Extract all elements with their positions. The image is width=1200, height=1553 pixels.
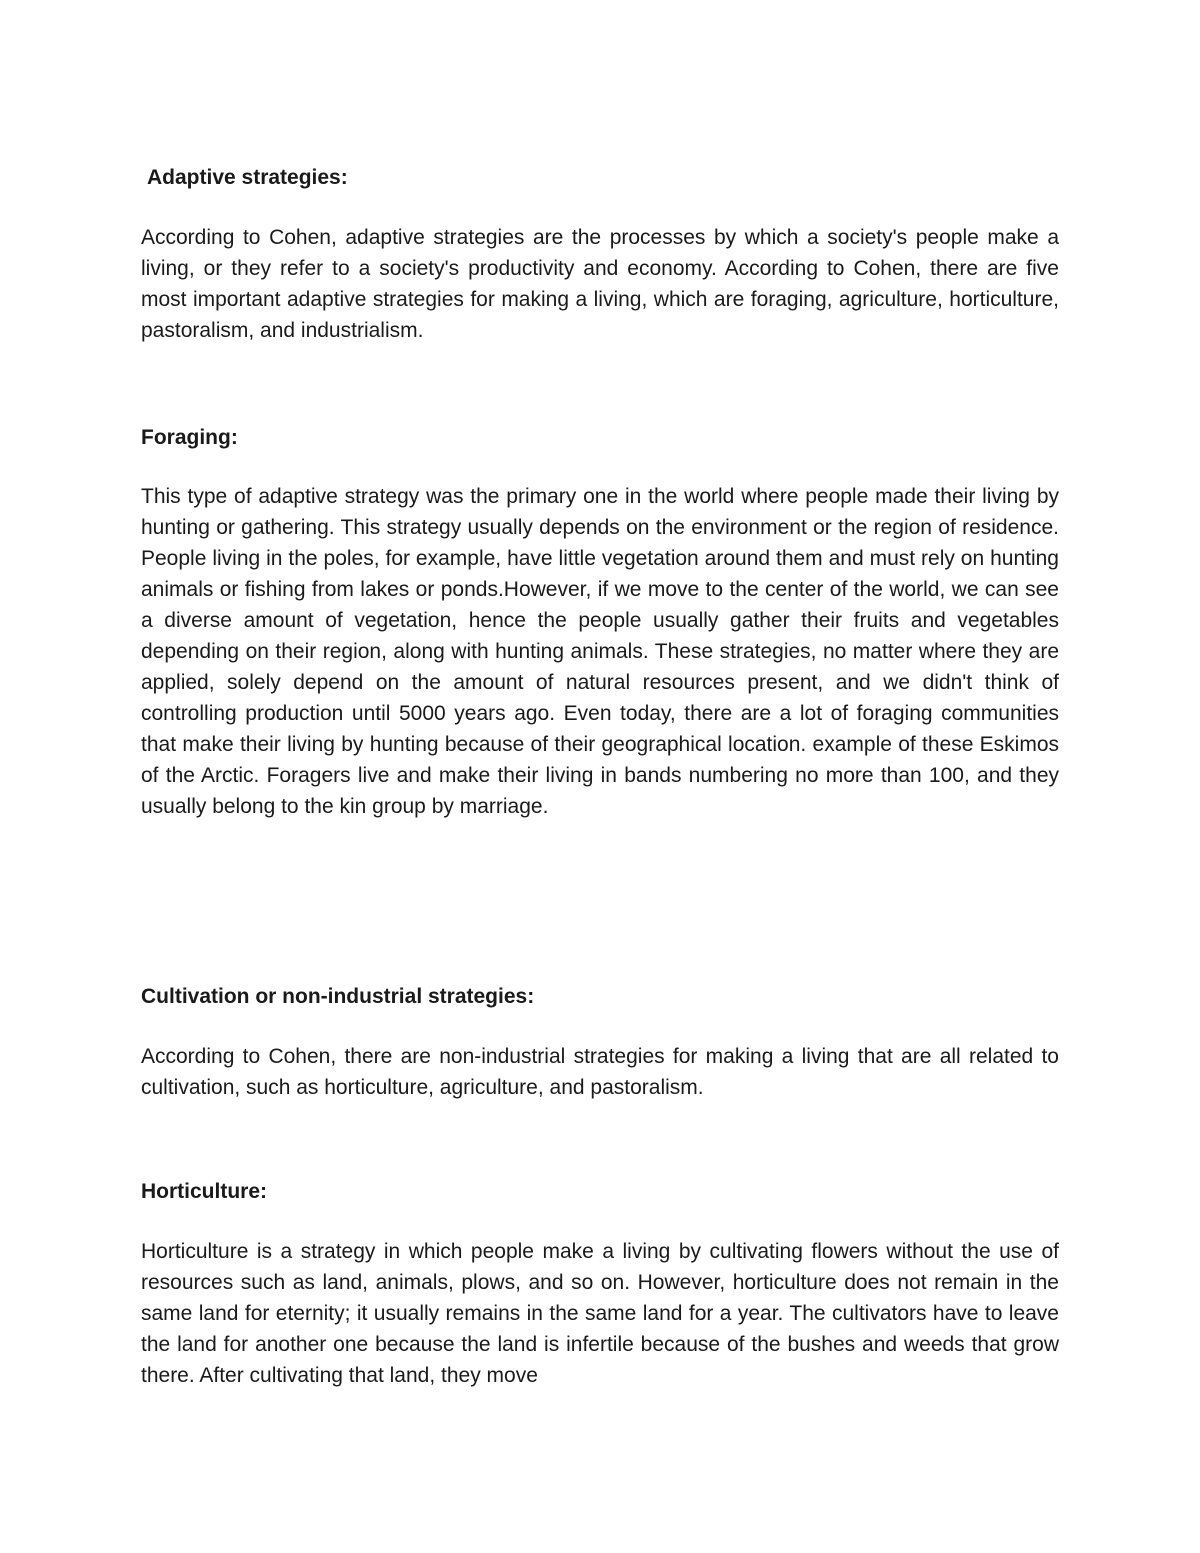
section-heading: Horticulture:	[141, 1180, 267, 1203]
section-heading: Cultivation or non-industrial strategies:	[141, 985, 535, 1008]
section-adaptive-strategies	[141, 166, 1059, 346]
section-heading: Adaptive strategies:	[147, 166, 348, 189]
section-paragraph: According to Cohen, adaptive strategies are the processes by which a society's people make a living, or they refer to a society's productivity and economy. According to Cohen, there are five most important adaptive strategies for making a living, which are foraging, agriculture, horticulture, pastoralism, and industrialism.	[141, 226, 1059, 342]
section-foraging	[141, 426, 1059, 822]
section-paragraph: Horticulture is a strategy in which people make a living by cultivating flowers without the use of resources such as land, animals, plows, and so on. However, horticulture does not remain in the same land for eternity; it usually remains in the same land for a year. The cultivators have to leave the land for another one because the land is infertile because of the bushes and weeds that grow there. After cultivating that land, they move	[141, 1240, 1059, 1387]
section-paragraph: According to Cohen, there are non-industrial strategies for making a living that are all related to cultivation, such as horticulture, agriculture, and pastoralism.	[141, 1045, 1059, 1099]
section-heading: Foraging:	[141, 426, 238, 449]
section-paragraph: This type of adaptive strategy was the primary one in the world where people made their living by hunting or gathering. This strategy usually depends on the environment or the region of residence. People living in the poles, for example, have little vegetation around them and must rely on hunting animals or fishing from lakes or ponds.However, if we move to the center of the world, we can see a diverse amount of vegetation, hence the people usually gather their fruits and vegetables depending on their region, along with hunting animals. These strategies, no matter where they are applied, solely depend on the amount of natural resources present, and we didn't think of controlling production until 5000 years ago. Even today, there are a lot of foraging communities that make their living by hunting because of their geographical location. example of these Eskimos of the Arctic. Foragers live and make their living in bands numbering no more than 100, and they usually belong to the kin group by marriage.	[141, 485, 1059, 818]
section-cultivation	[141, 985, 1059, 1103]
section-horticulture	[141, 1180, 1059, 1391]
